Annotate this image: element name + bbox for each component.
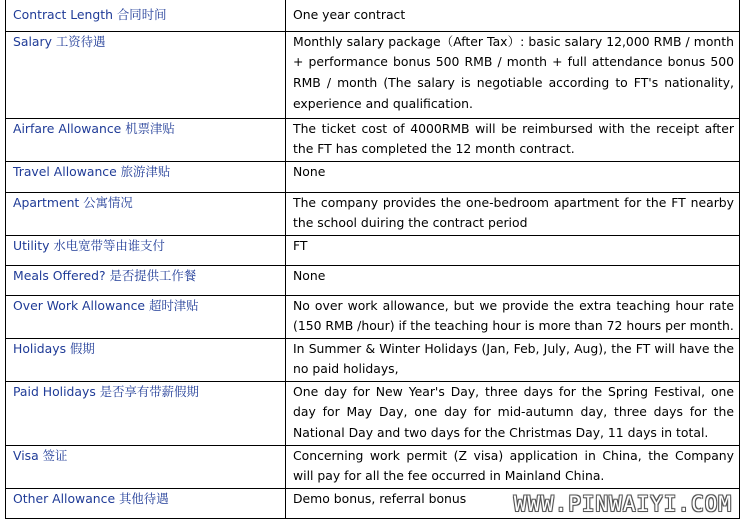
row-value: FT xyxy=(286,235,740,265)
table-row xyxy=(6,31,740,118)
row-value: In Summer & Winter Holidays (Jan, Feb, July, Aug), the FT will have the no paid holidays, xyxy=(286,338,740,381)
row-label: Over Work Allowance 超时津贴 xyxy=(6,295,286,338)
row-value: One day for New Year's Day, three days for the Spring Festival, one day for May Day, one day for mid-autumn day, three days for the National Day and two days for the Christmas Day, 11 days in total. xyxy=(286,381,740,445)
table-row xyxy=(6,295,740,338)
row-value: One year contract xyxy=(286,0,740,31)
row-label: Salary 工资待遇 xyxy=(6,31,286,118)
row-value: No over work allowance, but we provide the extra teaching hour rate (150 RMB /hour) if the teaching hour is more than 72 hours per month. xyxy=(286,295,740,338)
table-row xyxy=(6,445,740,488)
row-label: Paid Holidays 是否享有带薪假期 xyxy=(6,381,286,445)
table-row xyxy=(6,161,740,192)
table-row xyxy=(6,265,740,295)
row-value: The company provides the one-bedroom apartment for the FT nearby the school duiring the contract period xyxy=(286,192,740,235)
row-value: None xyxy=(286,161,740,192)
row-value: Monthly salary package（After Tax）: basic salary 12,000 RMB / month + performance bonus 500 RMB / month + full attendance bonus 500 RMB / month (The salary is negotiable according to FT's nationality, experience and qualification. xyxy=(286,31,740,118)
table-row xyxy=(6,235,740,265)
row-label: Airfare Allowance 机票津贴 xyxy=(6,118,286,161)
row-value: The ticket cost of 4000RMB will be reimbursed with the receipt after the FT has completed the 12 month contract. xyxy=(286,118,740,161)
row-value: None xyxy=(286,265,740,295)
table-row xyxy=(6,192,740,235)
row-label: Utility 水电宽带等由谁支付 xyxy=(6,235,286,265)
table-row xyxy=(6,381,740,445)
row-label: Travel Allowance 旅游津贴 xyxy=(6,161,286,192)
row-label: Other Allowance 其他待遇 xyxy=(6,488,286,518)
row-label: Meals Offered? 是否提供工作餐 xyxy=(6,265,286,295)
row-value: Demo bonus, referral bonus xyxy=(286,488,740,518)
table-row xyxy=(6,338,740,381)
row-label: Contract Length 合同时间 xyxy=(6,0,286,31)
row-value: Concerning work permit (Z visa) application in China, the Company will pay for all the fee occurred in Mainland China. xyxy=(286,445,740,488)
row-label: Holidays 假期 xyxy=(6,338,286,381)
contract-terms-table xyxy=(5,0,740,519)
table-row xyxy=(6,0,740,31)
table-row xyxy=(6,118,740,161)
row-label: Visa 签证 xyxy=(6,445,286,488)
site-watermark: WWW.PINWAIYI.COM xyxy=(513,492,732,516)
row-label: Apartment 公寓情况 xyxy=(6,192,286,235)
